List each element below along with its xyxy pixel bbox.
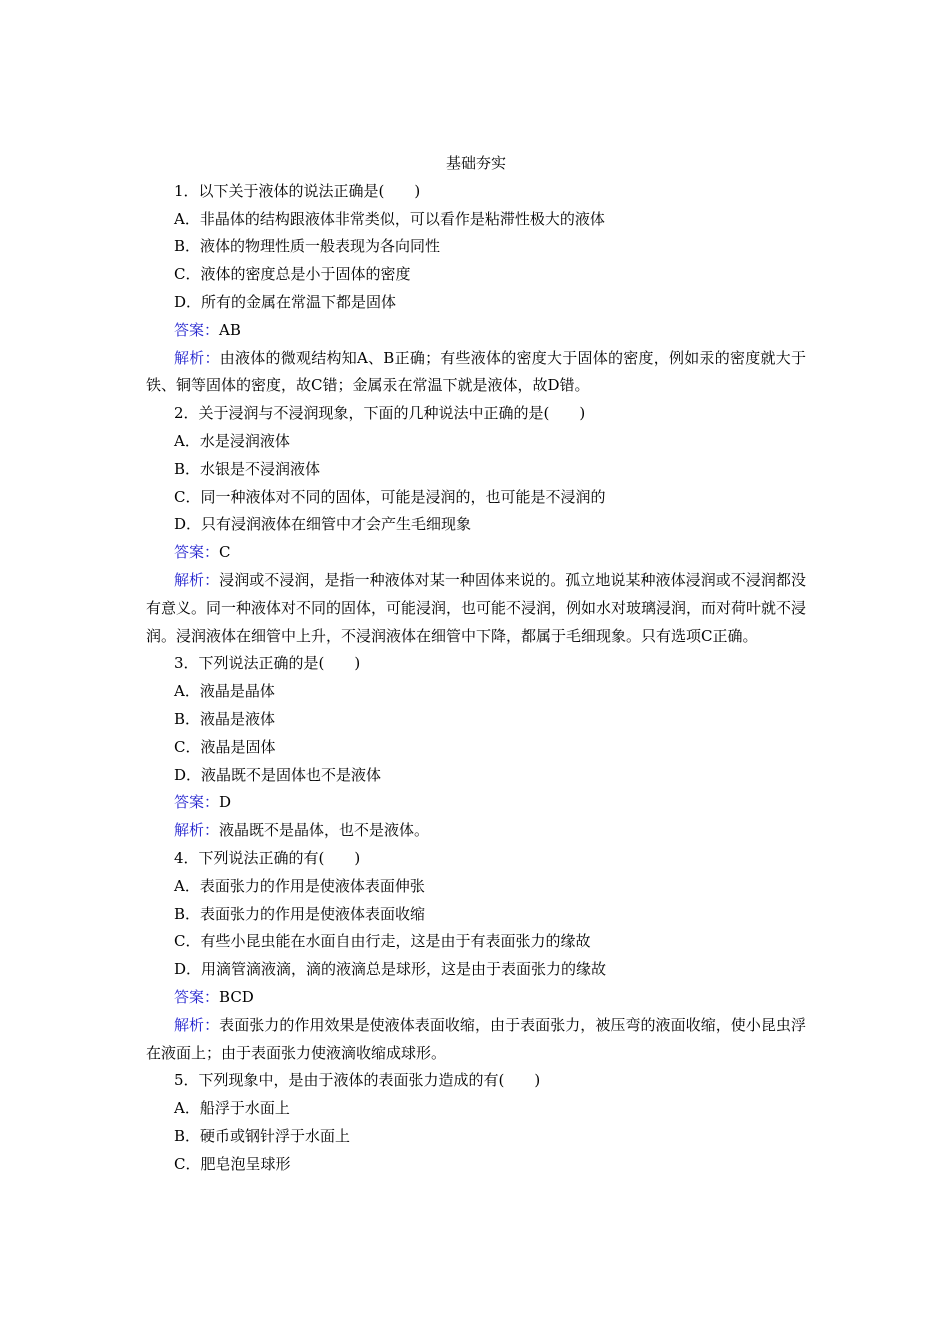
answer-label: 答案： bbox=[174, 320, 220, 339]
analysis-label: 解析： bbox=[174, 570, 220, 589]
analysis-text: 浸润或不浸润，是指一种液体对某一种固体来说的。孤立地说某种液体浸润或不浸润都没有意义。同一种液体对不同的固体，可能浸润，也可能不浸润，例如水对玻璃浸润，而对荷叶就不浸润。浸润液体在细管中上升，不浸润液体在细管中下降，都属于毛细现象。只有选项C正确。 bbox=[146, 570, 807, 645]
answer bbox=[146, 317, 806, 345]
option: C．液晶是固体 bbox=[174, 737, 276, 756]
option: B．表面张力的作用是使液体表面收缩 bbox=[174, 904, 426, 923]
option: D．液晶既不是固体也不是液体 bbox=[174, 765, 382, 784]
option: B．液晶是液体 bbox=[174, 709, 276, 728]
option: A．非晶体的结构跟液体非常类似，可以看作是粘滞性极大的液体 bbox=[174, 209, 605, 228]
analysis-text: 表面张力的作用效果是使液体表面收缩，由于表面张力，被压弯的液面收缩，使小昆虫浮在液面上；由于表面张力使液滴收缩成球形。 bbox=[146, 1015, 806, 1062]
option: B．硬币或钢针浮于水面上 bbox=[174, 1126, 351, 1145]
option: C．液体的密度总是小于固体的密度 bbox=[174, 265, 411, 284]
analysis-text: 由液体的微观结构知A、B正确；有些液体的密度大于固体的密度，例如汞的密度就大于铁、铜等固体的密度，故C错；金属汞在常温下就是液体，故D错。 bbox=[146, 348, 806, 395]
answer-label: 答案： bbox=[174, 543, 220, 562]
option: D．用滴管滴液滴，滴的液滴总是球形，这是由于表面张力的缘故 bbox=[174, 960, 607, 979]
answer-label: 答案： bbox=[174, 987, 220, 1006]
option: D．所有的金属在常温下都是固体 bbox=[174, 292, 397, 311]
analysis-label: 解析： bbox=[174, 1015, 220, 1034]
option: C．同一种液体对不同的固体，可能是浸润的，也可能是不浸润的 bbox=[174, 487, 606, 506]
answer bbox=[146, 539, 806, 567]
answer-label: 答案： bbox=[174, 793, 220, 812]
analysis bbox=[146, 817, 806, 845]
answer-value: D bbox=[219, 793, 232, 812]
option: A．船浮于水面上 bbox=[174, 1099, 290, 1118]
option: A．表面张力的作用是使液体表面伸张 bbox=[174, 876, 425, 895]
analysis-label: 解析： bbox=[174, 348, 220, 367]
answer bbox=[146, 789, 806, 817]
answer-value: BCD bbox=[219, 987, 254, 1006]
analysis bbox=[146, 567, 806, 650]
option: B．水银是不浸润液体 bbox=[174, 459, 321, 478]
question-stem: 3．下列说法正确的是( ) bbox=[174, 654, 361, 673]
answer-value: AB bbox=[219, 320, 241, 339]
answer-value: C bbox=[219, 543, 231, 562]
analysis-label: 解析： bbox=[174, 821, 220, 840]
question-stem: 5．下列现象中，是由于液体的表面张力造成的有( ) bbox=[174, 1071, 541, 1090]
analysis-text: 液晶既不是晶体，也不是液体。 bbox=[219, 821, 430, 840]
question-stem: 4．下列说法正确的有( ) bbox=[174, 848, 361, 867]
option: A．水是浸润液体 bbox=[174, 431, 290, 450]
option: B．液体的物理性质一般表现为各向同性 bbox=[174, 237, 441, 256]
analysis bbox=[146, 345, 806, 401]
page-title: 基础夯实 bbox=[445, 154, 506, 172]
analysis bbox=[146, 1012, 806, 1068]
option: C．肥皂泡呈球形 bbox=[174, 1154, 291, 1173]
option: D．只有浸润液体在细管中才会产生毛细现象 bbox=[174, 515, 472, 534]
question-stem: 1．以下关于液体的说法正确是( ) bbox=[174, 181, 421, 200]
document-page bbox=[146, 150, 806, 1178]
question-stem: 2．关于浸润与不浸润现象，下面的几种说法中正确的是( ) bbox=[174, 404, 586, 423]
answer bbox=[146, 984, 806, 1012]
option: C．有些小昆虫能在水面自由行走，这是由于有表面张力的缘故 bbox=[174, 932, 591, 951]
option: A．液晶是晶体 bbox=[174, 682, 275, 701]
